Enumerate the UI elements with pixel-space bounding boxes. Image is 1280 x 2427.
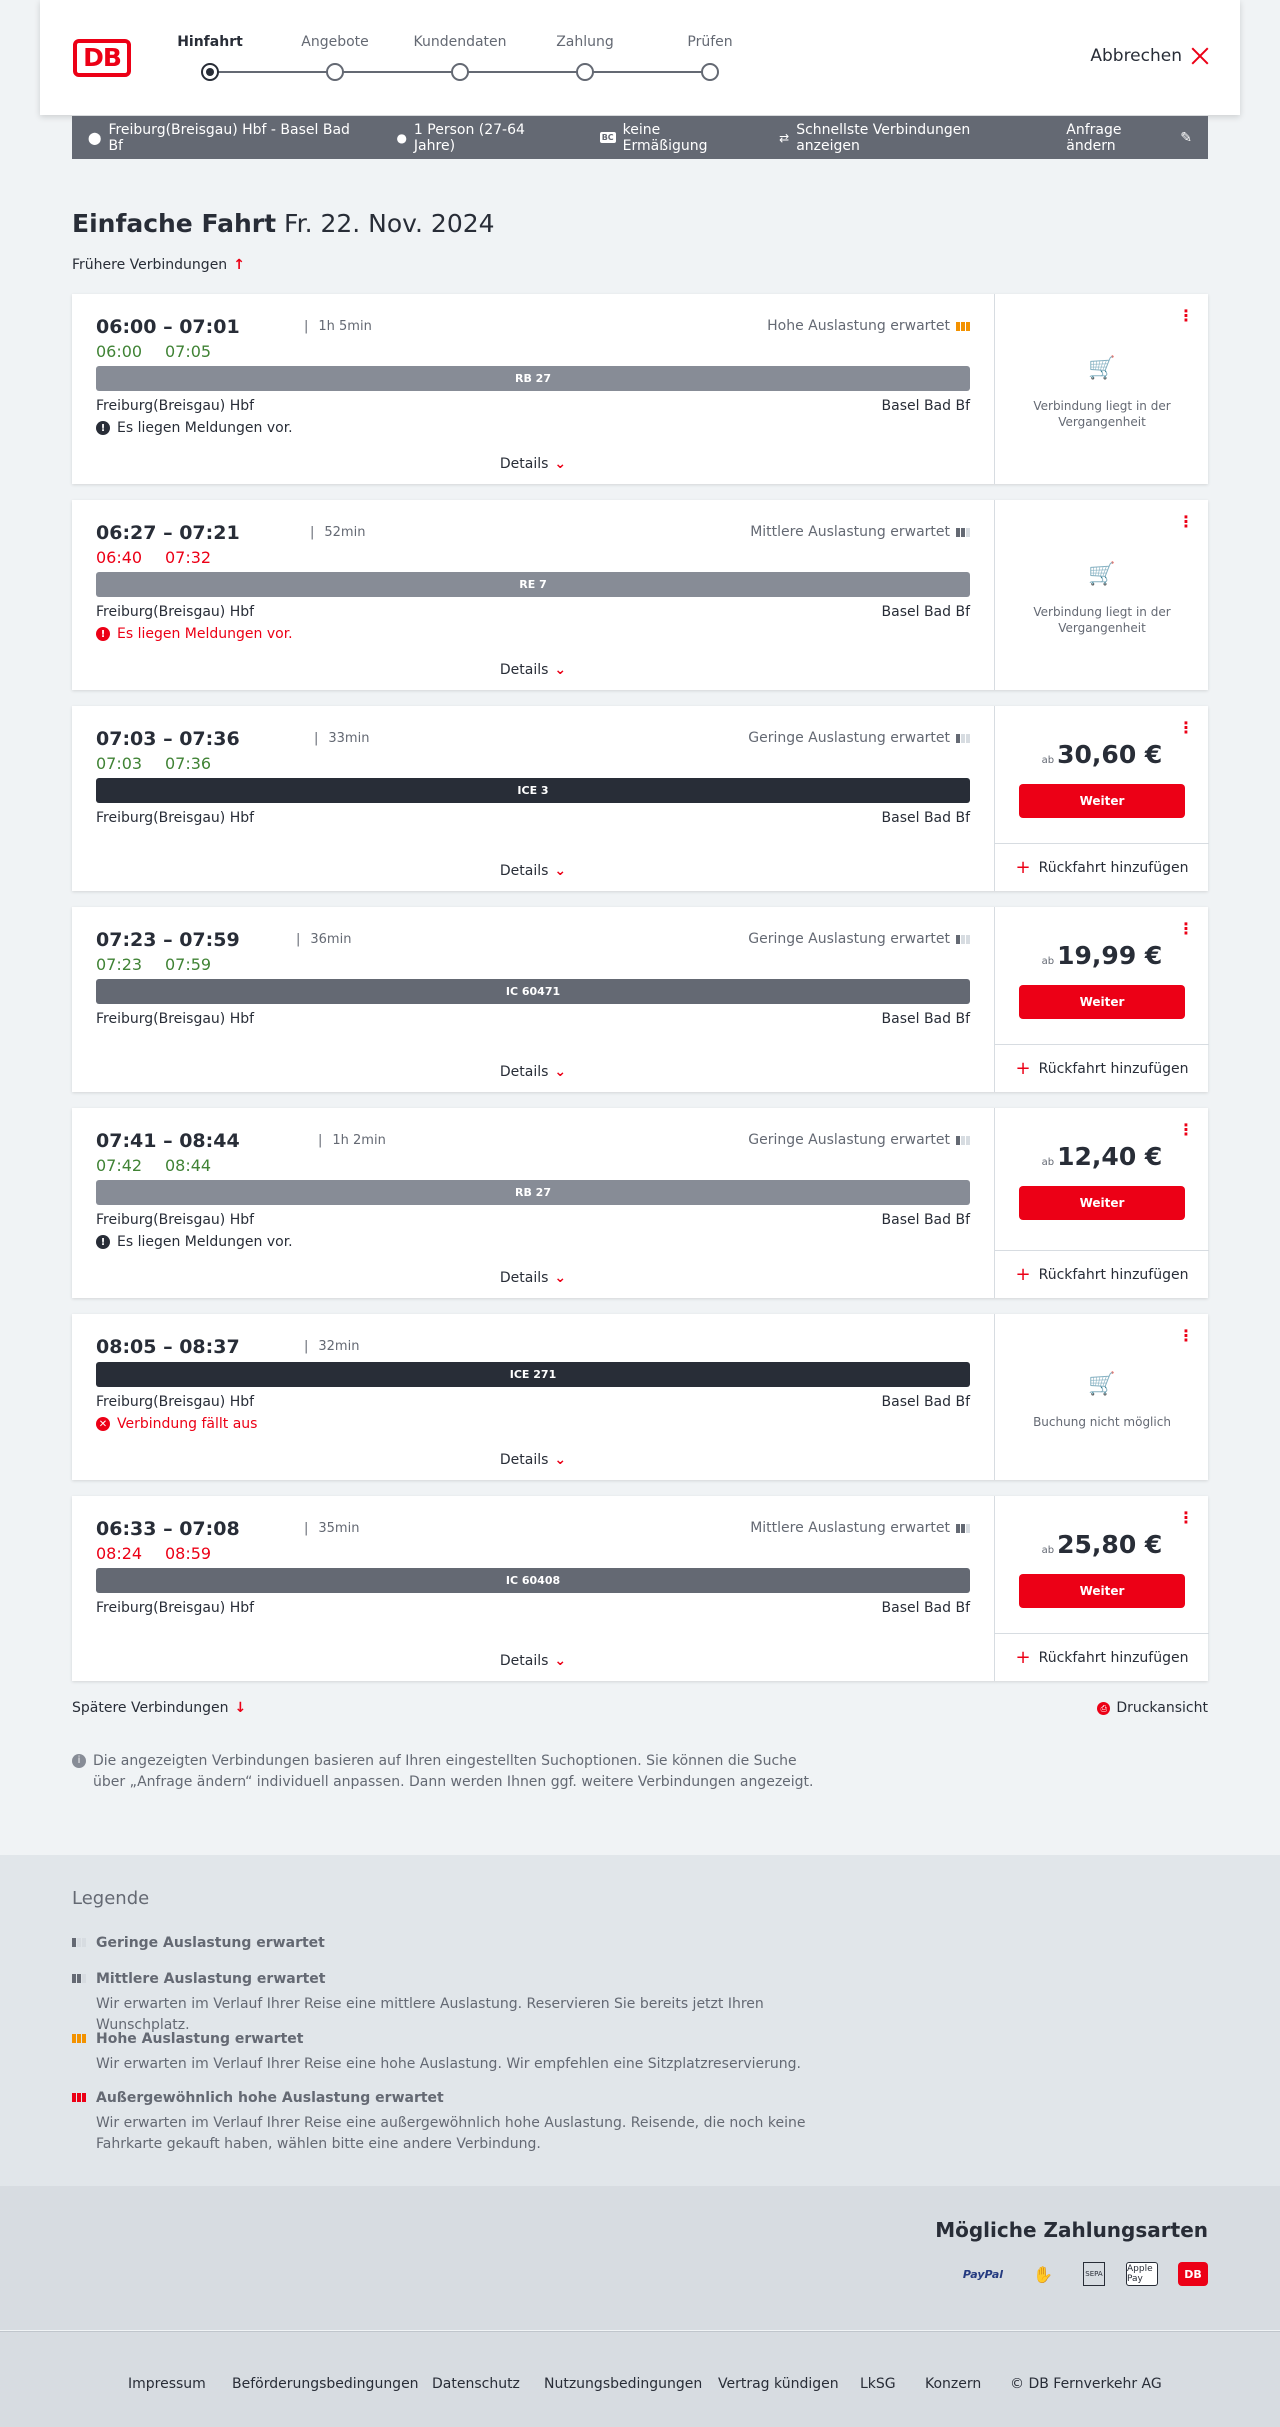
realtime-arrival: 07:05 — [165, 342, 212, 361]
realtime-arrival: 07:59 — [165, 955, 212, 974]
unavailable-text: Verbindung liegt in der Vergangenheit — [1033, 605, 1171, 635]
pencil-icon: ✎ — [1180, 129, 1192, 146]
origin-station: Freiburg(Breisgau) Hbf — [96, 1011, 255, 1027]
alert-icon: ! — [96, 627, 110, 641]
credit-card-icon: ✋ — [1033, 2264, 1053, 2284]
realtime-times — [96, 1544, 234, 1563]
return-label: Rückfahrt hinzufügen — [1038, 1060, 1189, 1077]
medium-load-icon — [72, 1974, 86, 1983]
apple-pay-icon: Apple Pay — [1126, 2262, 1158, 2286]
more-options-icon[interactable]: ⋮ — [1178, 919, 1194, 938]
cancel-circle-icon: ✕ — [96, 1417, 110, 1431]
mode-text: Schnellste Verbindungen anzeigen — [796, 121, 971, 154]
load-text: Geringe Auslastung erwartet — [748, 1132, 950, 1148]
message-text: Es liegen Meldungen vor. — [117, 420, 293, 436]
details-label: Details — [499, 1064, 549, 1080]
chevron-down-icon: ⌄ — [554, 456, 567, 472]
more-options-icon[interactable]: ⋮ — [1178, 512, 1194, 531]
footer-link-lksg[interactable]: LkSG — [860, 2376, 896, 2392]
realtime-departure: 06:00 — [96, 342, 143, 361]
price-prefix: ab — [1041, 1545, 1055, 1556]
train-bar[interactable]: IC 60471 — [96, 979, 970, 1004]
print-view-link[interactable] — [1097, 1700, 1208, 1716]
step-dot-pruefen — [701, 63, 719, 81]
step-dot-zahlung — [576, 63, 594, 81]
load-text: Geringe Auslastung erwartet — [748, 730, 950, 746]
train-bar[interactable]: ICE 271 — [96, 1362, 970, 1387]
destination-station: Basel Bad Bf — [881, 810, 970, 826]
plus-icon: + — [1015, 1647, 1031, 1668]
message-text: Es liegen Meldungen vor. — [117, 1234, 293, 1250]
connection-info[interactable] — [72, 1108, 994, 1298]
load-text: Hohe Auslastung erwartet — [767, 318, 950, 334]
chevron-down-icon: ⌄ — [554, 1064, 567, 1080]
chevron-down-icon: ⌄ — [554, 1653, 567, 1669]
train-bar[interactable]: IC 60408 — [96, 1568, 970, 1593]
price — [995, 1142, 1209, 1171]
low-load-icon — [956, 935, 970, 944]
step-angebote: Angebote — [301, 34, 369, 50]
footer-copyright: © DB Fernverkehr AG — [1010, 2376, 1162, 2392]
unavailable-text: Verbindung liegt in der Vergangenheit — [1033, 399, 1171, 429]
close-icon — [1190, 46, 1210, 66]
legend-low-title: Geringe Auslastung erwartet — [96, 1935, 325, 1951]
load-indicator — [748, 931, 970, 947]
details-label: Details — [499, 456, 549, 472]
discount-text: keine Ermäßigung — [622, 121, 708, 154]
connection-card — [72, 1496, 1208, 1681]
origin-station: Freiburg(Breisgau) Hbf — [96, 1600, 255, 1616]
realtime-times — [96, 342, 234, 361]
medium-load-icon — [956, 1524, 970, 1533]
price — [995, 740, 1209, 769]
connection-card — [72, 1108, 1208, 1298]
legend-high-desc: Wir erwarten im Verlauf Ihrer Reise eine hohe Auslastung. Wir empfehlen eine Sitzplatzreservierung. — [96, 2056, 801, 2072]
offer-panel — [994, 706, 1208, 891]
realtime-arrival: 08:59 — [165, 1544, 212, 1563]
later-label: Spätere Verbindungen — [72, 1700, 229, 1716]
destination-station: Basel Bad Bf — [881, 1394, 970, 1410]
step-dot-hinfahrt — [201, 63, 219, 81]
price-value: 30,60 € — [1057, 740, 1163, 769]
footer-link-impressum[interactable]: Impressum — [128, 2376, 206, 2392]
duration: | 1h 2min — [318, 1133, 386, 1148]
legend-medium-desc: Wir erwarten im Verlauf Ihrer Reise eine mittlere Auslastung. Reservieren Sie bereits jetzt Ihren Wunschplatz. — [96, 1996, 764, 2033]
details-label: Details — [499, 1452, 549, 1468]
realtime-arrival: 07:32 — [165, 548, 212, 567]
step-pruefen: Prüfen — [687, 34, 733, 50]
footer-link-befoerderung[interactable]: Beförderungsbedingungen — [232, 2376, 419, 2392]
connection-message[interactable] — [96, 626, 293, 642]
step-dot-kundendaten — [451, 63, 469, 81]
plus-icon: + — [1015, 857, 1031, 878]
earlier-label: Frühere Verbindungen — [72, 257, 228, 273]
price-prefix: ab — [1041, 755, 1055, 766]
details-toggle[interactable] — [72, 1270, 994, 1286]
details-toggle[interactable] — [72, 1653, 994, 1669]
connection-info[interactable] — [72, 706, 994, 891]
connection-card — [72, 294, 1208, 484]
continue-button[interactable]: Weiter — [1019, 985, 1185, 1019]
step-zahlung: Zahlung — [556, 34, 614, 50]
alert-icon: ! — [96, 421, 110, 435]
bahncard-icon: BC — [601, 133, 614, 142]
print-icon: ⎙ — [1097, 1702, 1110, 1715]
price-value: 25,80 € — [1057, 1530, 1163, 1559]
continue-button[interactable]: Weiter — [1019, 784, 1185, 818]
chevron-down-icon: ⌄ — [554, 1270, 567, 1286]
planned-times: 07:41 – 08:44 — [96, 1130, 240, 1152]
realtime-departure: 07:23 — [96, 955, 143, 974]
more-options-icon[interactable]: ⋮ — [1178, 1508, 1194, 1527]
details-toggle[interactable] — [72, 1452, 994, 1468]
message-text: Verbindung fällt aus — [117, 1416, 258, 1432]
footer-link-nutzung[interactable]: Nutzungsbedingungen — [544, 2376, 703, 2392]
realtime-departure: 06:40 — [96, 548, 143, 567]
load-indicator — [750, 524, 970, 540]
add-return-button[interactable] — [995, 1044, 1209, 1092]
destination-station: Basel Bad Bf — [881, 604, 970, 620]
connection-card — [72, 500, 1208, 690]
add-return-button[interactable] — [995, 843, 1209, 891]
footer-link-datenschutz[interactable]: Datenschutz — [432, 2376, 520, 2392]
cancel-button[interactable] — [1090, 46, 1210, 66]
payment-title: Mögliche Zahlungsarten — [935, 2218, 1208, 2242]
connection-message[interactable] — [96, 420, 293, 436]
search-summary-bar — [72, 116, 1208, 159]
more-options-icon[interactable]: ⋮ — [1178, 718, 1194, 737]
return-label: Rückfahrt hinzufügen — [1038, 859, 1189, 876]
duration: | 52min — [310, 525, 365, 540]
realtime-departure: 07:03 — [96, 754, 143, 773]
return-label: Rückfahrt hinzufügen — [1038, 1266, 1189, 1283]
legend-title: Legende — [72, 1888, 150, 1909]
price-prefix: ab — [1041, 1157, 1055, 1168]
step-hinfahrt: Hinfahrt — [177, 34, 243, 50]
price-prefix: ab — [1041, 956, 1055, 967]
connection-card — [72, 1314, 1208, 1480]
price — [995, 1530, 1209, 1559]
details-toggle[interactable] — [72, 662, 994, 678]
realtime-departure: 07:42 — [96, 1156, 143, 1175]
edit-request-label: Anfrage ändern — [1066, 121, 1122, 154]
cart-unavailable-icon: 🛒 — [1088, 356, 1116, 381]
train-bar[interactable]: RB 27 — [96, 366, 970, 391]
origin-station: Freiburg(Breisgau) Hbf — [96, 810, 255, 826]
add-return-button[interactable] — [995, 1250, 1209, 1298]
footer — [0, 2331, 1280, 2427]
planned-times: 07:03 – 07:36 — [96, 728, 240, 750]
duration: | 33min — [314, 731, 369, 746]
planned-times: 06:00 – 07:01 — [96, 316, 240, 338]
load-indicator — [767, 318, 970, 334]
info-note — [72, 1751, 832, 1793]
add-return-button[interactable] — [995, 1633, 1209, 1681]
print-label: Druckansicht — [1116, 1700, 1208, 1716]
message-text: Es liegen Meldungen vor. — [117, 626, 293, 642]
realtime-times — [96, 955, 234, 974]
legend-extreme-title: Außergewöhnlich hohe Auslastung erwartet — [96, 2090, 444, 2106]
train-bar[interactable]: ICE 3 — [96, 778, 970, 803]
connection-message[interactable] — [96, 1416, 257, 1432]
offer-panel — [994, 1314, 1208, 1480]
more-options-icon[interactable]: ⋮ — [1178, 1120, 1194, 1139]
planned-times: 06:27 – 07:21 — [96, 522, 240, 544]
arrow-down-icon: ↓ — [234, 1700, 247, 1716]
realtime-arrival: 08:44 — [165, 1156, 212, 1175]
route-text: Freiburg(Breisgau) Hbf - Basel Bad Bf — [108, 121, 350, 154]
realtime-times — [96, 1156, 234, 1175]
swap-arrows-icon: ⇄ — [779, 130, 790, 145]
load-indicator — [748, 730, 970, 746]
details-toggle[interactable] — [72, 1064, 994, 1080]
info-icon: i — [72, 1754, 86, 1768]
db-logo[interactable]: DB — [73, 39, 131, 77]
details-label: Details — [499, 863, 549, 879]
price-value: 19,99 € — [1057, 941, 1163, 970]
connection-info[interactable] — [72, 294, 994, 484]
origin-station: Freiburg(Breisgau) Hbf — [96, 1394, 255, 1410]
origin-station: Freiburg(Breisgau) Hbf — [96, 398, 255, 414]
footer-link-vertrag[interactable]: Vertrag kündigen — [718, 2376, 839, 2392]
realtime-times — [96, 548, 234, 567]
footer-link-konzern[interactable]: Konzern — [925, 2376, 982, 2392]
earlier-connections-link[interactable] — [72, 257, 245, 273]
realtime-arrival: 07:36 — [165, 754, 212, 773]
details-label: Details — [499, 662, 549, 678]
paypal-icon: PayPal — [962, 2267, 1004, 2281]
sepa-icon: SEPA — [1083, 2262, 1105, 2286]
return-label: Rückfahrt hinzufügen — [1038, 1649, 1189, 1666]
destination-station: Basel Bad Bf — [881, 1600, 970, 1616]
arrow-up-icon: ↑ — [233, 257, 245, 273]
destination-station: Basel Bad Bf — [881, 1212, 970, 1228]
train-bar[interactable]: RE 7 — [96, 572, 970, 597]
destination-station: Basel Bad Bf — [881, 398, 970, 414]
cart-unavailable-icon: 🛒 — [1088, 562, 1116, 587]
db-payment-icon: DB — [1178, 2262, 1208, 2286]
alert-icon: ! — [96, 1235, 110, 1249]
realtime-times — [96, 754, 234, 773]
chevron-down-icon: ⌄ — [554, 863, 567, 879]
location-pin-icon: ⬤ — [88, 130, 102, 145]
offer-panel — [994, 907, 1208, 1092]
continue-button[interactable]: Weiter — [1019, 1186, 1185, 1220]
step-dot-angebote — [326, 63, 344, 81]
offer-panel — [994, 1496, 1208, 1681]
load-text: Mittlere Auslastung erwartet — [750, 524, 950, 540]
high-load-icon — [72, 2034, 86, 2043]
connection-info[interactable] — [72, 907, 994, 1092]
title-text: Einfache Fahrt — [72, 209, 277, 238]
duration: | 35min — [304, 1521, 359, 1536]
continue-button[interactable]: Weiter — [1019, 1574, 1185, 1608]
duration: | 36min — [296, 932, 351, 947]
top-header — [40, 0, 1240, 115]
extreme-load-icon — [72, 2093, 86, 2102]
unavailable-text: Buchung nicht möglich — [1033, 1415, 1171, 1429]
origin-station: Freiburg(Breisgau) Hbf — [96, 604, 255, 620]
legend-medium-title: Mittlere Auslastung erwartet — [96, 1971, 326, 1987]
connection-info[interactable] — [72, 1314, 994, 1480]
load-text: Geringe Auslastung erwartet — [748, 931, 950, 947]
duration: | 32min — [304, 1339, 359, 1354]
offer-panel — [994, 294, 1208, 484]
connection-info[interactable] — [72, 500, 994, 690]
planned-times: 07:23 – 07:59 — [96, 929, 240, 951]
duration: | 1h 5min — [304, 319, 372, 334]
connection-message[interactable] — [96, 1234, 293, 1250]
low-load-icon — [956, 734, 970, 743]
legend-extreme-desc: Wir erwarten im Verlauf Ihrer Reise eine außergewöhnlich hohe Auslastung. Reisende, die noch keine Fahrkarte gekauft haben, wählen bitte eine andere Verbindung. — [96, 2115, 806, 2152]
step-kundendaten: Kundendaten — [413, 34, 507, 50]
details-label: Details — [499, 1653, 549, 1669]
planned-times: 08:05 – 08:37 — [96, 1336, 240, 1358]
legend-high-title: Hohe Auslastung erwartet — [96, 2031, 304, 2047]
plus-icon: + — [1015, 1264, 1031, 1285]
price-value: 12,40 € — [1057, 1142, 1163, 1171]
info-text: Die angezeigten Verbindungen basieren auf Ihren eingestellten Suchoptionen. Sie können die Suche über „Anfrage ändern“ individuell anpassen. Dann werden Ihnen ggf. weitere Verbindungen angezeigt. — [93, 1753, 814, 1790]
load-text: Mittlere Auslastung erwartet — [750, 1520, 950, 1536]
destination-station: Basel Bad Bf — [881, 1011, 970, 1027]
planned-times: 06:33 – 07:08 — [96, 1518, 240, 1540]
connection-info[interactable] — [72, 1496, 994, 1681]
more-options-icon[interactable]: ⋮ — [1178, 306, 1194, 325]
cart-unavailable-icon: 🛒 — [1088, 1372, 1116, 1397]
plus-icon: + — [1015, 1058, 1031, 1079]
page-title — [72, 209, 495, 238]
load-indicator — [750, 1520, 970, 1536]
later-connections-link[interactable] — [72, 1700, 246, 1716]
details-toggle[interactable] — [72, 456, 994, 472]
payment-section — [0, 2186, 1280, 2330]
low-load-icon — [72, 1938, 86, 1947]
edit-request-button[interactable] — [1066, 122, 1192, 154]
high-load-icon — [956, 322, 970, 331]
origin-station: Freiburg(Breisgau) Hbf — [96, 1212, 255, 1228]
person-icon: ● — [396, 130, 407, 145]
connection-card — [72, 706, 1208, 891]
chevron-down-icon: ⌄ — [554, 1452, 567, 1468]
load-indicator — [748, 1132, 970, 1148]
low-load-icon — [956, 1136, 970, 1145]
realtime-departure: 08:24 — [96, 1544, 143, 1563]
price — [995, 941, 1209, 970]
legend-section — [0, 1855, 1280, 2186]
chevron-down-icon: ⌄ — [554, 662, 567, 678]
medium-load-icon — [956, 528, 970, 537]
offer-panel — [994, 500, 1208, 690]
travel-date: Fr. 22. Nov. 2024 — [284, 209, 495, 238]
more-options-icon[interactable]: ⋮ — [1178, 1326, 1194, 1345]
train-bar[interactable]: RB 27 — [96, 1180, 970, 1205]
offer-panel — [994, 1108, 1208, 1298]
details-label: Details — [499, 1270, 549, 1286]
connection-card — [72, 907, 1208, 1092]
persons-text: 1 Person (27-64 Jahre) — [413, 121, 525, 154]
cancel-label: Abbrechen — [1090, 46, 1182, 66]
details-toggle[interactable] — [72, 863, 994, 879]
